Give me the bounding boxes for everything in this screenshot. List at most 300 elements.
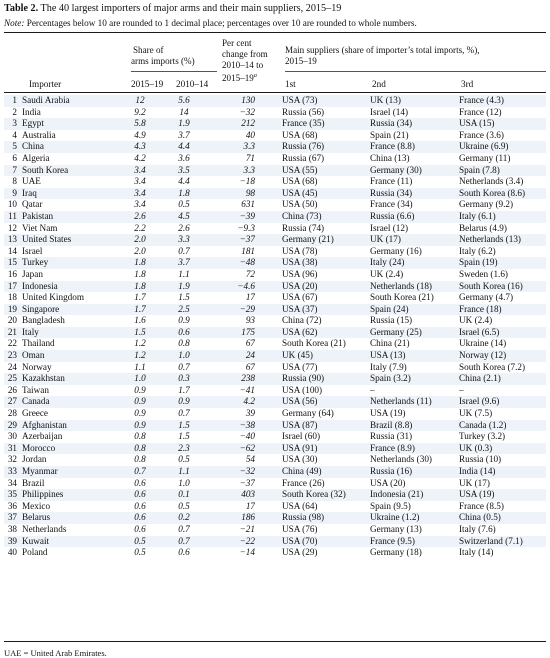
share-2015-19-cell: 1.8 [120, 281, 160, 293]
share-2010-14-cell: 0.7 [178, 408, 190, 419]
table-title-text: The 40 largest importers of major arms and their main suppliers, 2015–19 [40, 3, 342, 14]
share-2015-19-cell: 3.4 [120, 165, 160, 177]
supplier-3rd-cell: India (14) [459, 466, 546, 478]
share-2015-19-cell: 0.9 [120, 420, 160, 432]
supplier-3rd-cell: Netherlands (3.4) [459, 176, 524, 187]
country-cell: Philippines [22, 489, 120, 501]
supplier-1st-cell: USA (30) [282, 454, 318, 465]
table-row [4, 188, 546, 200]
supplier-3rd-cell: Norway (12) [459, 350, 546, 362]
supplier-1st-cell: Russia (74) [282, 222, 325, 233]
table-row [4, 246, 546, 258]
spacer-cell [255, 385, 282, 397]
share-2015-19-cell: 4.2 [134, 152, 146, 163]
share-2010-14-cell: 0.7 [160, 536, 208, 548]
supplier-3rd-cell: Israel (6.5) [459, 327, 546, 339]
supplier-2nd-cell: Israel (12) [370, 222, 409, 233]
table-row [4, 130, 546, 142]
rank-cell: 19 [4, 304, 22, 316]
share-2010-14-cell: 1.5 [178, 431, 190, 442]
spacer-cell [255, 141, 282, 153]
share-2010-14-cell: 1.0 [160, 350, 208, 362]
supplier-1st-cell: USA (78) [282, 245, 318, 256]
pct-header-line3: 2010–14 to [222, 60, 264, 70]
spacer-cell [255, 281, 282, 293]
share-2015-19-cell: 4.9 [134, 129, 146, 140]
supplier-1st-cell: USA (20) [282, 281, 370, 293]
supplier-2nd-cell: Netherlands (18) [370, 281, 459, 293]
pct-change-cell: 238 [208, 373, 255, 385]
supplier-3rd-cell: Ukraine (6.9) [459, 141, 546, 153]
supplier-1st-cell: USA (91) [282, 443, 370, 455]
country-cell: Morocco [22, 443, 120, 455]
supplier-3rd-cell: China (0.5) [459, 512, 546, 524]
supplier-1st-cell: USA (38) [282, 257, 370, 269]
supplier-1st-cell: USA (87) [282, 420, 370, 432]
table-row [4, 501, 546, 513]
spacer-cell [255, 536, 282, 548]
spacer-cell [255, 547, 282, 559]
supplier-3rd-cell: Switzerland (7.1) [459, 536, 546, 548]
supplier-3rd-cell: Spain (19) [459, 257, 546, 269]
share-2010-14-cell: 4.4 [160, 141, 208, 153]
supplier-2nd-cell: UK (13) [370, 95, 459, 107]
table-row [4, 478, 546, 490]
share-2010-14-cell: 3.7 [178, 129, 190, 140]
header-rule [4, 92, 546, 93]
supplier-2nd-cell: Indonesia (21) [370, 489, 459, 501]
supplier-2nd-cell: Germany (30) [370, 165, 459, 177]
country-cell: Viet Nam [22, 222, 58, 233]
table-row [4, 420, 546, 432]
supplier-3rd-cell: Turkey (3.2) [459, 431, 506, 442]
supplier-3rd-cell: Russia (10) [459, 454, 502, 465]
table-row [4, 385, 546, 397]
supplier-3rd-cell: Italy (14) [459, 547, 494, 558]
pct-header-line2: change from [222, 49, 268, 59]
table-row [4, 223, 546, 235]
share-2010-14-cell: 0.3 [160, 373, 208, 385]
spacer-cell [255, 501, 282, 513]
supplier-1st-cell: USA (55) [282, 165, 370, 177]
table-row [4, 408, 546, 420]
supplier-2nd-cell: Spain (9.5) [370, 500, 411, 511]
country-cell: Bangladesh [22, 315, 65, 326]
pct-change-cell: 181 [241, 245, 255, 256]
pct-header-footnote-mark: a [253, 73, 257, 79]
pct-change-cell: −41 [239, 384, 255, 395]
table-title [4, 3, 341, 14]
supplier-2nd-cell: USA (13) [370, 350, 459, 362]
table-row [4, 118, 546, 130]
share-2010-14-cell: 0.9 [178, 315, 190, 326]
country-cell: Saudi Arabia [22, 95, 120, 107]
note-label: Note: [4, 18, 25, 28]
supplier-3rd-cell: South Korea (8.6) [459, 188, 546, 200]
country-cell: Norway [22, 361, 52, 372]
spacer-cell [255, 524, 282, 536]
share-2015-19-cell: 0.9 [120, 396, 160, 408]
supplier-3rd-cell: UK (0.3) [459, 443, 546, 455]
country-cell: South Korea [22, 165, 120, 177]
table-row [4, 350, 546, 362]
country-cell: Egypt [22, 118, 120, 130]
supplier-2nd-cell: Italy (7.9) [370, 361, 407, 372]
rank-cell: 31 [4, 443, 22, 455]
supplier-2nd-cell: UK (2.4) [370, 268, 404, 279]
supplier-3rd-cell: – [459, 384, 464, 395]
spacer-cell [255, 408, 282, 420]
share-2010-14-cell: 3.3 [160, 234, 208, 246]
share-2015-19-cell: 3.4 [120, 188, 160, 200]
rank-cell: 33 [4, 466, 22, 478]
share-2010-14-cell: 3.5 [160, 165, 208, 177]
rank-cell: 32 [7, 454, 17, 465]
share-2010-14-cell: 2.6 [178, 222, 190, 233]
share-2015-19-cell: 1.7 [120, 304, 160, 316]
share-2010-14-cell: 2.5 [160, 304, 208, 316]
spacer-cell [255, 246, 282, 258]
share-2015-19-cell: 1.8 [120, 257, 160, 269]
table-row [4, 304, 546, 316]
table-row [4, 536, 546, 548]
pct-change-cell: 24 [208, 350, 255, 362]
country-cell: Algeria [22, 152, 50, 163]
supplier-1st-cell: USA (100) [282, 384, 323, 395]
supplier-1st-cell: China (73) [282, 211, 370, 223]
supplier-1st-cell: USA (64) [282, 500, 318, 511]
share-2015-19-cell: 0.6 [134, 477, 146, 488]
pct-change-cell: −39 [208, 211, 255, 223]
supplier-2nd-cell: Russia (34) [370, 118, 459, 130]
share-2010-14-cell: 0.2 [160, 512, 208, 524]
country-cell: Thailand [22, 338, 55, 349]
share-2015-19-cell: 1.2 [134, 338, 146, 349]
supplier-1st-cell: Russia (56) [282, 106, 325, 117]
supplier-1st-cell: USA (96) [282, 268, 318, 279]
share-2015-19-cell: 0.9 [134, 384, 146, 395]
pct-change-cell: −14 [239, 547, 255, 558]
share-2010-14-cell: 4.5 [160, 211, 208, 223]
spacer-cell [255, 95, 282, 107]
share-2015-19-cell: 2.6 [120, 211, 160, 223]
pct-change-cell: 72 [245, 268, 255, 279]
share-2010-14-cell: 0.7 [178, 523, 190, 534]
rank-cell: 40 [7, 547, 17, 558]
supplier-1st-cell: France (35) [282, 118, 370, 130]
supplier-1st-cell: Germany (21) [282, 234, 370, 246]
supplier-2nd-cell: France (11) [370, 176, 413, 187]
rank-cell: 4 [12, 129, 17, 140]
pct-change-cell: 3.3 [208, 141, 255, 153]
pct-change-cell: 186 [208, 512, 255, 524]
share-subrule [131, 71, 217, 72]
pct-change-cell: 67 [245, 361, 255, 372]
rank-cell: 16 [7, 268, 17, 279]
suppliers-header [285, 45, 480, 67]
table-row [4, 281, 546, 293]
share-2010-14-cell: 1.1 [160, 466, 208, 478]
supplier-3rd-cell: Spain (7.8) [459, 165, 546, 177]
rank-cell: 7 [4, 165, 22, 177]
supplier-2nd-cell: Ukraine (1.2) [370, 512, 459, 524]
pct-change-cell: 71 [245, 152, 255, 163]
country-cell: Afghanistan [22, 420, 120, 432]
supplier-3rd-cell: Germany (4.7) [459, 292, 514, 303]
supplier-2nd-cell: France (8.9) [370, 443, 459, 455]
share-2015-19-cell: 1.8 [134, 268, 146, 279]
supplier-3rd-cell: UK (17) [459, 477, 490, 488]
spacer-cell [255, 130, 282, 142]
country-cell: Oman [22, 350, 120, 362]
pct-change-cell: 631 [241, 199, 255, 210]
supplier-2nd-cell: Italy (24) [370, 257, 459, 269]
spacer-cell [255, 350, 282, 362]
pct-change-cell: 403 [208, 489, 255, 501]
rank-cell: 25 [4, 373, 22, 385]
share-2010-14-cell: 1.5 [160, 420, 208, 432]
table-body [4, 95, 546, 559]
table-row [4, 95, 546, 107]
share-2015-19-cell: 3.4 [134, 199, 146, 210]
spacer-cell [255, 292, 282, 304]
supplier-3rd-cell: France (8.5) [459, 500, 504, 511]
spacer-cell [255, 199, 282, 211]
pct-change-cell: 54 [245, 454, 255, 465]
table-row [4, 315, 546, 327]
rank-cell: 35 [4, 489, 22, 501]
country-cell: Belarus [22, 512, 120, 524]
table-label: Table 2. [4, 3, 39, 14]
share-2015-19-cell: 1.0 [120, 373, 160, 385]
supplier-1st-cell: USA (77) [282, 361, 318, 372]
supplier-3rd-cell: China (2.1) [459, 373, 546, 385]
table-row [4, 327, 546, 339]
share-2015-19-cell: 1.1 [134, 361, 146, 372]
rank-cell: 9 [4, 188, 22, 200]
spacer-cell [255, 373, 282, 385]
spacer-cell [255, 269, 282, 281]
share-2015-19-cell: 0.6 [120, 512, 160, 524]
supplier-1st-cell: USA (70) [282, 536, 370, 548]
rank-cell: 6 [12, 152, 17, 163]
top-rule [4, 32, 546, 33]
country-cell: UAE [22, 176, 41, 187]
table-row [4, 373, 546, 385]
table-row [4, 234, 546, 246]
supplier-1st-cell: USA (56) [282, 396, 370, 408]
country-cell: China [22, 141, 120, 153]
spacer-cell [255, 443, 282, 455]
supplier-2nd-cell: Germany (18) [370, 547, 422, 558]
supplier-1st-cell: USA (76) [282, 523, 318, 534]
spacer-cell [255, 512, 282, 524]
supplier-1st-cell: South Korea (21) [282, 338, 346, 349]
supplier-3rd-cell: France (18) [459, 304, 546, 316]
supplier-2nd-cell: Brazil (8.8) [370, 420, 459, 432]
share-header [131, 45, 195, 67]
share-2010-14-cell: 4.4 [178, 176, 190, 187]
country-cell: Indonesia [22, 281, 120, 293]
share-2010-14-cell: 2.3 [160, 443, 208, 455]
rank-cell: 8 [12, 176, 17, 187]
supplier-2nd-cell: Spain (21) [370, 129, 409, 140]
rank-cell: 13 [4, 234, 22, 246]
rank-cell: 28 [7, 408, 17, 419]
spacer-cell [255, 431, 282, 443]
supplier-2nd-cell: Spain (24) [370, 304, 459, 316]
country-cell: United Kingdom [22, 292, 85, 303]
pct-change-cell: 175 [208, 327, 255, 339]
supplier-1st-cell: UK (45) [282, 350, 370, 362]
country-cell: India [22, 106, 41, 117]
spacer-cell [255, 118, 282, 130]
supplier-1st-cell: USA (67) [282, 292, 318, 303]
share-2015-19-cell: 0.6 [134, 523, 146, 534]
rank-cell: 22 [7, 338, 17, 349]
supplier-2nd-cell: Germany (25) [370, 327, 459, 339]
country-cell: United States [22, 234, 120, 246]
supplier-1st-cell: USA (29) [282, 547, 318, 558]
rank-cell: 26 [7, 384, 17, 395]
spacer-cell [255, 107, 282, 119]
supplier-3rd-cell: France (4.3) [459, 95, 546, 107]
supplier-2nd-cell: China (13) [370, 152, 410, 163]
table-row [4, 338, 546, 350]
supplier-3rd-cell: Israel (9.6) [459, 396, 546, 408]
rank-cell: 23 [4, 350, 22, 362]
supplier-2nd-cell: Germany (16) [370, 245, 422, 256]
share-2010-14-cell: 1.9 [160, 281, 208, 293]
share-2010-14-cell: 3.7 [160, 257, 208, 269]
pct-change-cell: 17 [245, 500, 255, 511]
share-2010-14-cell: 1.7 [178, 384, 190, 395]
country-cell: Azerbaijan [22, 431, 63, 442]
table-row [4, 292, 546, 304]
rank-cell: 34 [7, 477, 17, 488]
share-2010-14-cell: 0.5 [178, 500, 190, 511]
supplier-2nd-cell: Russia (15) [370, 315, 413, 326]
share-2015-19-cell: 0.5 [134, 547, 146, 558]
pct-change-cell: −37 [239, 477, 255, 488]
pct-change-cell: −32 [208, 466, 255, 478]
share-2010-14-cell: 5.6 [160, 95, 208, 107]
spacer-cell [255, 153, 282, 165]
pct-change-cell: −4.6 [208, 281, 255, 293]
spacer-cell [255, 234, 282, 246]
rank-cell: 37 [4, 512, 22, 524]
share-2010-14-cell: 1.8 [160, 188, 208, 200]
pct-change-cell: −32 [239, 106, 255, 117]
spacer-cell [255, 362, 282, 374]
pct-change-cell: 39 [245, 408, 255, 419]
spacer-cell [255, 478, 282, 490]
country-cell: Turkey [22, 257, 120, 269]
table-row [4, 257, 546, 269]
share-2010-14-cell: 1.1 [178, 268, 190, 279]
rank-cell: 5 [4, 141, 22, 153]
table-row [4, 466, 546, 478]
share-2010-14-cell: 1.5 [178, 292, 190, 303]
pct-change-cell: 212 [208, 118, 255, 130]
pct-change-cell: 67 [245, 338, 255, 349]
supplier-1st-cell: Russia (90) [282, 373, 370, 385]
pct-change-cell: −29 [208, 304, 255, 316]
pct-header-line1: Per cent [222, 38, 252, 48]
supplier-2nd-cell: Netherlands (11) [370, 396, 459, 408]
supplier-3rd-cell: UK (2.4) [459, 315, 493, 326]
spacer-cell [255, 165, 282, 177]
share-2015-19-cell: 1.6 [134, 315, 146, 326]
pct-change-cell: −9.3 [237, 222, 255, 233]
country-cell: Kuwait [22, 536, 120, 548]
country-cell: Mexico [22, 500, 51, 511]
share-2015-19-cell: 3.4 [134, 176, 146, 187]
country-cell: Japan [22, 268, 43, 279]
spacer-cell [255, 176, 282, 188]
country-cell: Israel [22, 245, 43, 256]
supplier-1st-cell: Russia (67) [282, 152, 325, 163]
pct-change-cell: 40 [245, 129, 255, 140]
supplier-3rd-cell: Germany (9.2) [459, 199, 514, 210]
supplier-3rd-cell: South Korea (7.2) [459, 361, 526, 372]
country-cell: Netherlands [22, 523, 67, 534]
rank-cell: 29 [4, 420, 22, 432]
supplier-1st-cell: Germany (64) [282, 408, 334, 419]
pct-change-cell: −40 [239, 431, 255, 442]
suppliers-subrule [285, 71, 546, 72]
supplier-2nd-cell: – [370, 384, 375, 395]
country-cell: Jordan [22, 454, 47, 465]
rank-cell: 2 [12, 106, 17, 117]
share-2015-19-cell: 2.0 [120, 234, 160, 246]
share-2015-19-cell: 0.8 [134, 454, 146, 465]
supplier-3rd-cell: South Korea (16) [459, 281, 546, 293]
supplier-1st-cell: China (49) [282, 466, 370, 478]
table-row [4, 165, 546, 177]
pct-change-cell: 3.3 [208, 165, 255, 177]
bottom-rule [4, 641, 546, 642]
importer-header: Importer [29, 79, 62, 89]
rank-cell: 24 [7, 361, 17, 372]
country-cell: Poland [22, 547, 48, 558]
country-cell: Taiwan [22, 384, 49, 395]
spacer-cell [255, 489, 282, 501]
spacer-cell [255, 223, 282, 235]
country-cell: Singapore [22, 304, 120, 316]
share-2010-14-cell: 0.6 [160, 327, 208, 339]
rank-cell: 17 [4, 281, 22, 293]
spacer-cell [255, 454, 282, 466]
spacer-cell [255, 338, 282, 350]
table-row [4, 454, 546, 466]
supplier-2nd-cell: Russia (34) [370, 188, 459, 200]
pct-change-cell: −37 [208, 234, 255, 246]
supplier-3rd-cell: USA (19) [459, 489, 546, 501]
supplier-3rd-cell: Italy (7.6) [459, 523, 496, 534]
share-2010-14-cell: 0.6 [178, 547, 190, 558]
share-2010-14-cell: 3.6 [178, 152, 190, 163]
supplier-3rd-header: 3rd [461, 79, 474, 89]
supplier-2nd-cell: Spain (3.2) [370, 373, 459, 385]
supplier-2nd-cell: France (8.8) [370, 141, 459, 153]
rank-cell: 20 [7, 315, 17, 326]
spacer-cell [255, 315, 282, 327]
supplier-2nd-cell: Russia (6.6) [370, 211, 459, 223]
share-header-line1: Share of [133, 45, 164, 55]
pct-change-cell: −38 [208, 420, 255, 432]
rank-cell: 14 [7, 245, 17, 256]
